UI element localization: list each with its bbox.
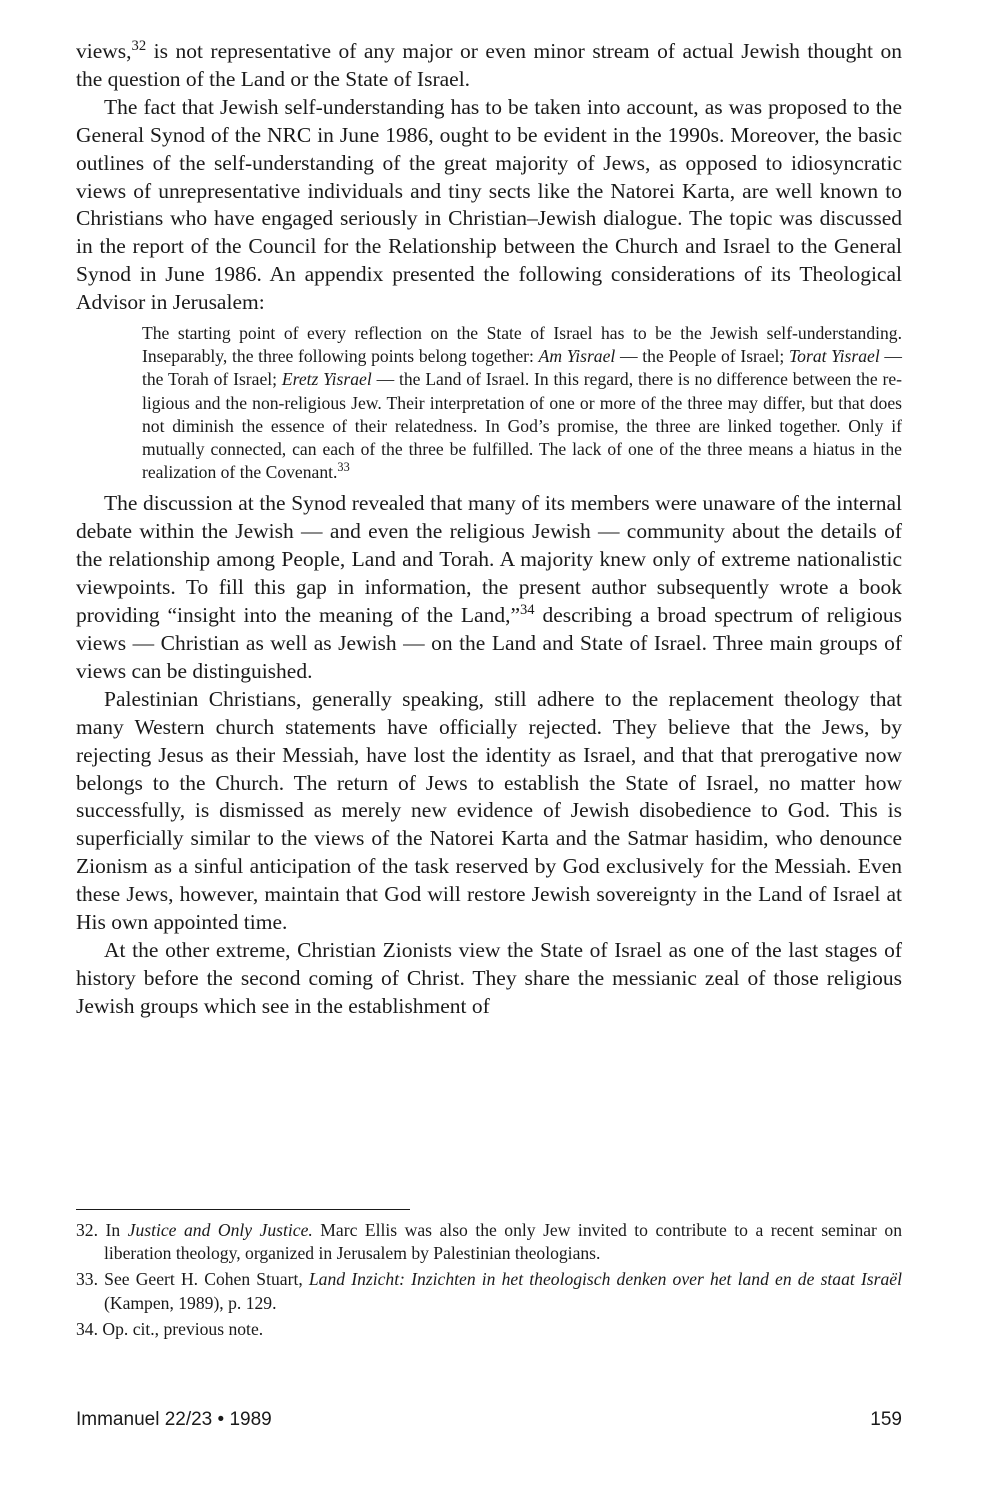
footnote-number: 34. bbox=[76, 1318, 98, 1339]
footnote-ref: 32 bbox=[131, 37, 147, 54]
paragraph-text: describing a broad spectrum of religious views — Christian as well as Jewish — on the Land and State of Israel. Three main groups of views can be distinguished. bbox=[76, 603, 903, 683]
quote-italic: Eretz Yisrael bbox=[281, 369, 372, 390]
quote-text: — the Land of Israel. In this regard, there is no difference between the religious and the non-religious Jew. Their interpretation of one or more of the three may differ, but that does not diminish the essence of their relatedness. In God’s promise, the three are linked together. Only if mutually connected, can each of the three be fulfilled. The lack of one of the three means a hiatus in the realization of the Covenant. bbox=[142, 369, 902, 483]
paragraph-text: views, bbox=[76, 39, 132, 63]
footnote-text: (Kampen, 1989), p. 129. bbox=[104, 1292, 277, 1313]
paragraph bbox=[76, 490, 902, 685]
footnote-title: Justice and Only Justice. bbox=[127, 1220, 313, 1240]
footnote-number: 32. bbox=[76, 1220, 98, 1240]
main-text bbox=[76, 38, 902, 1021]
paragraph-text: The discussion at the Synod revealed that many of its members were unaware of the internal debate within the Jewish — and even the religious Jewish — community about the details of the relationship among People, Land and Torah. A majority knew only of extreme nationalistic viewpoints. To fill this gap in information, the present author subsequently wrote a book providing “insight into the meaning of the Land,” bbox=[76, 491, 902, 628]
quote-text: The starting point of every reflection on the State of Israel has to be the Jewish self-understanding. Inseparably, the three following points belong together: bbox=[142, 323, 902, 367]
footnote-divider bbox=[76, 1209, 410, 1210]
footnote-text: In bbox=[98, 1220, 128, 1240]
paragraph bbox=[76, 38, 902, 94]
footnotes bbox=[76, 1219, 902, 1344]
quote-text: — the People of Israel; bbox=[615, 346, 789, 367]
footnote-text: Op. cit., previous note. bbox=[98, 1318, 264, 1339]
footnote-ref: 33 bbox=[337, 460, 350, 475]
block-quote bbox=[142, 322, 902, 484]
paragraph: At the other extreme, Christian Zionists view the State of Israel as one of the last stages of history before the second coming of Christ. They share the messianic zeal of those religious Jewish groups which see in the establishment of bbox=[76, 937, 902, 1018]
footnote-34 bbox=[76, 1318, 902, 1341]
footnote-text: Marc Ellis was also the only Jew invited to contribute to a recent seminar on liberation theology, organized in Jerusalem by Palestinian theologians. bbox=[104, 1220, 902, 1264]
footnote-ref: 34 bbox=[520, 602, 535, 619]
page-number: 159 bbox=[870, 1409, 902, 1430]
footnote-32 bbox=[76, 1219, 902, 1265]
footnote-text: See Geert H. Cohen Stuart, bbox=[98, 1269, 309, 1290]
journal-citation: Immanuel 22/23 • 1989 bbox=[76, 1409, 272, 1430]
footnote-33 bbox=[76, 1268, 902, 1314]
page-footer bbox=[76, 1409, 902, 1439]
quote-italic: Am Yisrael bbox=[538, 346, 616, 367]
quote-text: — the Torah of Israel; bbox=[142, 346, 903, 390]
paragraph: The fact that Jewish self-understanding has to be taken into account, as was proposed to the General Synod of the NRC in June 1986, ought to be evident in the 1990s. Moreover, the basic outlines of the self-understanding of the great majority of Jews, as opposed to idiosyncratic views of unrepresentative individuals and tiny sects like the Natorei Karta, are well known to Christians who have engaged seriously in Christian–Jewish dialogue. The topic was discussed in the report of the Council for the Relationship between the Church and Israel to the General Synod in June 1986. An appendix presented the following considerations of its Theological Advisor in Jerusalem: bbox=[76, 94, 902, 315]
footnote-number: 33. bbox=[76, 1269, 98, 1290]
quote-italic: Torat Yisrael bbox=[789, 346, 880, 367]
paragraph-text: is not representative of any major or even minor stream of actual Jewish thought on the question of the Land or the State of Israel. bbox=[76, 39, 902, 91]
footnote-title: Land Inzicht: Inzichten in het theologisch denken over het land en de staat Israël bbox=[308, 1269, 902, 1290]
paragraph: Palestinian Christians, generally speaking, still adhere to the replacement theology that many Western church statements have officially rejected. They believe that the Jews, by rejecting Jesus as their Messiah, have lost the identity as Israel, and that that prerogative now belongs to the Church. The return of Jews to establish the State of Israel, no matter how successfully, is dismissed as merely new evidence of Jewish disobedience to God. This is superficially similar to the views of the Natorei Karta and the Satmar hasidim, who denounce Zionism as a sinful anticipation of the task reserved by God exclusively for the Messiah. Even these Jews, however, maintain that God will restore Jewish sovereignty in the Land of Israel at His own appointed time. bbox=[76, 686, 902, 935]
